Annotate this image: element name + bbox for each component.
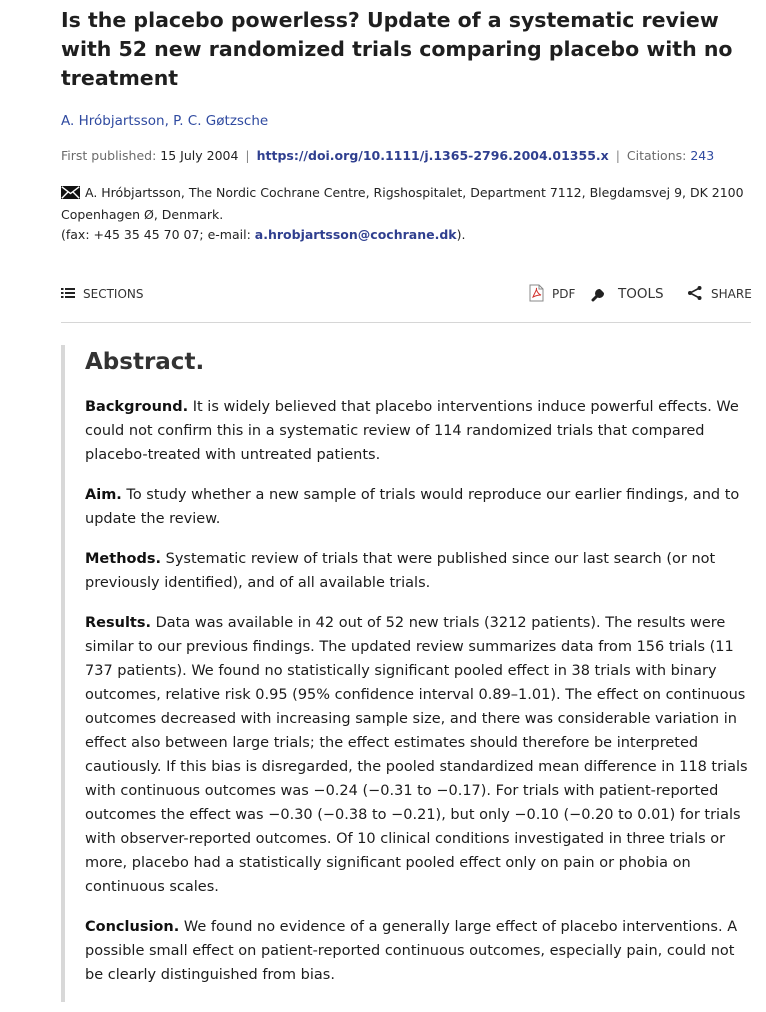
- separator: |: [615, 148, 620, 163]
- section-text: To study whether a new sample of trials would reproduce our earlier findings, and to update the review.: [85, 487, 740, 527]
- doi-link[interactable]: https://doi.org/10.1111/j.1365-2796.2004.01355.x: [256, 148, 609, 163]
- article-title: Is the placebo powerless? Update of a systematic review with 52 new randomized trials comparing placebo with no treatment: [61, 8, 733, 90]
- author-link[interactable]: A. Hróbjartsson: [61, 113, 165, 129]
- share-icon: [687, 285, 711, 304]
- author-separator: ,: [164, 113, 174, 129]
- list-icon: [61, 287, 83, 302]
- pdf-button[interactable]: [529, 284, 575, 304]
- author-link[interactable]: P. C. Gøtzsche: [173, 113, 269, 129]
- abstract-paragraph-methods: [85, 547, 755, 595]
- sections-button[interactable]: [61, 284, 144, 304]
- abstract-paragraph-results: [85, 611, 755, 899]
- abstract-body: [85, 395, 755, 1003]
- correspondence-suffix: ).: [456, 227, 466, 242]
- tools-button[interactable]: [591, 284, 664, 304]
- author-list: [61, 112, 268, 130]
- correspondence-fax: (fax: +45 35 45 70 07; e-mail:: [61, 227, 255, 242]
- correspondence-address: A. Hróbjartsson, The Nordic Cochrane Centre, Rigshospitalet, Department 7112, Blegdamsvej 9, DK 2100 Copenhagen Ø, Denmark.: [61, 185, 744, 222]
- publication-info: [61, 147, 714, 165]
- envelope-icon: [61, 185, 80, 205]
- pdf-label: PDF: [552, 287, 576, 301]
- citations-count-link[interactable]: 243: [690, 148, 715, 163]
- email-link[interactable]: a.hrobjartsson@cochrane.dk: [254, 227, 457, 242]
- correspondence-block: [61, 183, 751, 245]
- section-label: Methods.: [85, 551, 161, 567]
- sections-label: SECTIONS: [83, 287, 144, 301]
- section-text: Systematic review of trials that were published since our last search (or not previously identified), and of all available trials.: [85, 551, 716, 591]
- section-text: It is widely believed that placebo interventions induce powerful effects. We could not confirm this in a systematic review of 114 randomized trials that compared placebo-treated with untreated patients.: [85, 399, 739, 463]
- tools-label: TOOLS: [618, 286, 664, 302]
- section-text: We found no evidence of a generally large effect of placebo interventions. A possible small effect on patient-reported continuous outcomes, especially pain, could not be clearly distinguished from bias.: [85, 919, 738, 983]
- abstract-section: [61, 345, 755, 1002]
- separator: |: [245, 148, 250, 163]
- section-label: Background.: [85, 399, 189, 415]
- section-label: Aim.: [85, 487, 122, 503]
- publication-date: 15 July 2004: [160, 148, 239, 163]
- abstract-heading: Abstract.: [85, 349, 205, 375]
- divider: [61, 322, 751, 323]
- abstract-paragraph-background: [85, 395, 755, 467]
- section-label: Results.: [85, 615, 151, 631]
- abstract-paragraph-conclusion: [85, 915, 755, 987]
- article-toolbar: [61, 284, 751, 306]
- share-button[interactable]: [687, 284, 752, 304]
- abstract-paragraph-aim: [85, 483, 755, 531]
- share-label: SHARE: [711, 287, 752, 301]
- section-label: Conclusion.: [85, 919, 180, 935]
- wrench-icon: [591, 283, 618, 306]
- pdf-file-icon: [529, 284, 552, 305]
- citations-label: Citations:: [626, 148, 687, 163]
- section-text: Data was available in 42 out of 52 new trials (3212 patients). The results were similar to our previous findings. The updated review summarizes data from 156 trials (11 737 patients). We found no statistically significant pooled effect in 38 trials with binary outcomes, relative risk 0.95 (95% confidence interval 0.89–1.01). The effect on continuous outcomes decreased with increasing sample size, and there was considerable variation in effect also between large trials; the effect estimates should therefore be interpreted cautiously. If this bias is disregarded, the pooled standardized mean difference in 118 trials with continuous outcomes was −0.24 (−0.31 to −0.17). For trials with patient-reported outcomes the effect was −0.30 (−0.38 to −0.21), but only −0.10 (−0.20 to 0.01) for trials with observer-reported outcomes. Of 10 clinical conditions investigated in three trials or more, placebo had a statistically significant pooled effect only on pain or phobia on continuous scales.: [85, 615, 749, 895]
- first-published-label: First published:: [61, 148, 157, 163]
